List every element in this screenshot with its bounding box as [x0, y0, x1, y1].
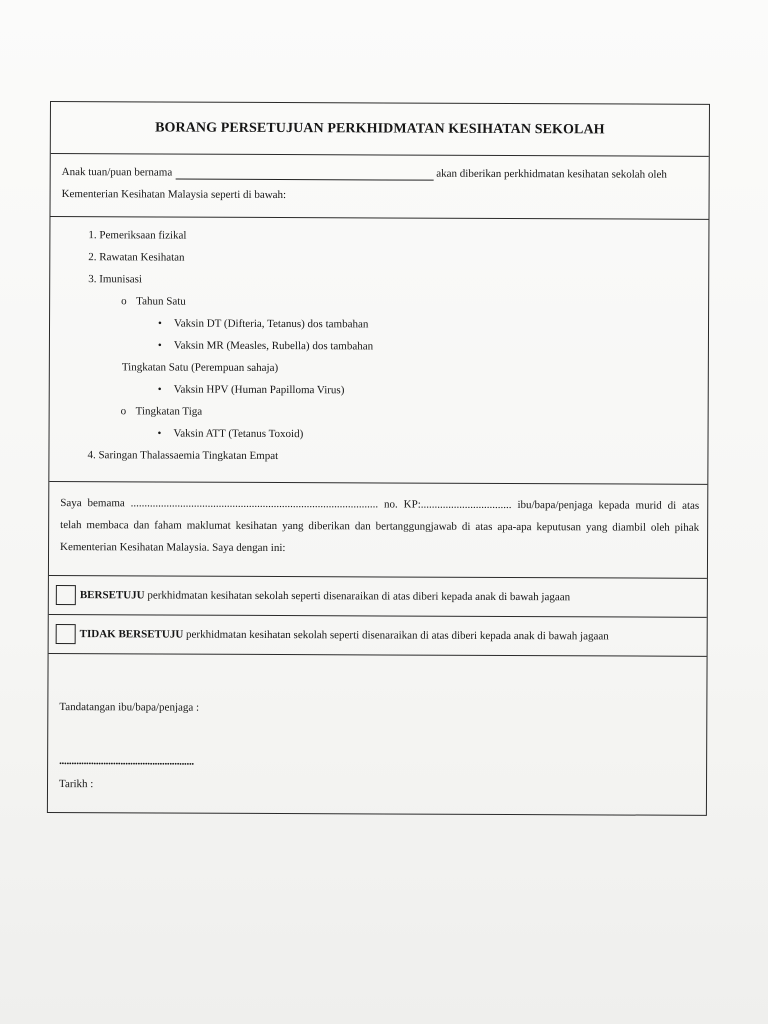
ic-number-field[interactable]: no. KP:.................................: [384, 498, 512, 512]
disagree-checkbox[interactable]: [56, 624, 76, 644]
declaration-line-1: [60, 492, 699, 517]
disagree-description: perkhidmatan kesihatan sekolah seperti disenaraikan di atas diberi kepada anak di bawah jagaan: [186, 628, 609, 643]
intro-prefix: Anak tuan/puan bernama: [61, 166, 173, 179]
declaration-line-2: telah membaca dan faham maklumat kesihatan yang diberikan dan bertanggungjawab di atas apa-apa keputusan yang diambil oleh pihak: [60, 519, 700, 534]
service-item-3: 3. Imunisasi: [88, 273, 143, 286]
services-section: [49, 217, 708, 485]
vaksin-att-label: Vaksin ATT (Tetanus Toxoid): [173, 427, 304, 441]
consent-form: [47, 101, 710, 816]
declaration-section: [49, 482, 707, 579]
vaksin-mr-label: Vaksin MR (Measles, Rubella) dos tambahan: [173, 339, 374, 353]
child-name-field[interactable]: [175, 168, 433, 181]
bullet: •: [157, 339, 162, 352]
service-item-2: 2. Rawatan Kesihatan: [88, 251, 185, 264]
intro-line-1: [62, 161, 701, 186]
intro-line-2: Kementerian Kesihatan Malaysia seperti di bawah:: [61, 188, 287, 202]
disagree-option: [49, 615, 707, 657]
service-item-4: 4. Saringan Thalassaemia Tingkatan Empat: [87, 449, 279, 462]
agree-checkbox[interactable]: [56, 585, 76, 605]
declaration-line-3: Kementerian Kesihatan Malaysia. Saya dengan ini:: [60, 541, 286, 555]
declaration-relation: ibu/bapa/penjaga kepada murid di atas: [517, 499, 700, 512]
bullet: •: [158, 317, 162, 330]
vaksin-hpv-label: Vaksin HPV (Human Papilloma Virus): [173, 383, 345, 397]
signature-section: [48, 654, 707, 815]
bullet: •: [157, 427, 162, 440]
sub-marker: o: [121, 295, 127, 308]
intro-suffix: akan diberikan perkhidmatan kesihatan sekolah oleh: [436, 167, 667, 181]
tahun-satu-label: Tahun Satu: [136, 295, 186, 308]
signature-line[interactable]: .......................................................: [59, 755, 194, 768]
agree-text: [80, 584, 570, 608]
parent-name-field[interactable]: Saya bemama ..........................................................................................: [60, 497, 379, 511]
form-header: [51, 102, 709, 157]
disagree-label: TIDAK BERSETUJU: [79, 628, 184, 641]
date-label: Tarikh :: [58, 778, 94, 791]
vaksin-dt-label: Vaksin DT (Difteria, Tetanus) dos tambahan: [174, 317, 369, 331]
intro-section: [50, 154, 708, 220]
agree-option: [49, 576, 707, 618]
agree-description: perkhidmatan kesihatan sekolah seperti disenaraikan di atas diberi kepada anak di bawah jagaan: [147, 589, 571, 604]
service-item-1: 1. Pemeriksaan fizikal: [88, 229, 187, 242]
sub-marker: o: [120, 405, 127, 418]
bullet: •: [157, 383, 162, 396]
disagree-text: [80, 623, 609, 647]
signature-label: Tandatangan ibu/bapa/penjaga :: [59, 701, 200, 714]
tingkatan-tiga-label: Tingkatan Tiga: [135, 405, 203, 418]
form-title: BORANG PERSETUJUAN PERKHIDMATAN KESIHATAN SEKOLAH: [155, 119, 605, 137]
agree-label: BERSETUJU: [79, 589, 145, 602]
tingkatan-satu-label: Tingkatan Satu (Perempuan sahaja): [121, 361, 279, 374]
